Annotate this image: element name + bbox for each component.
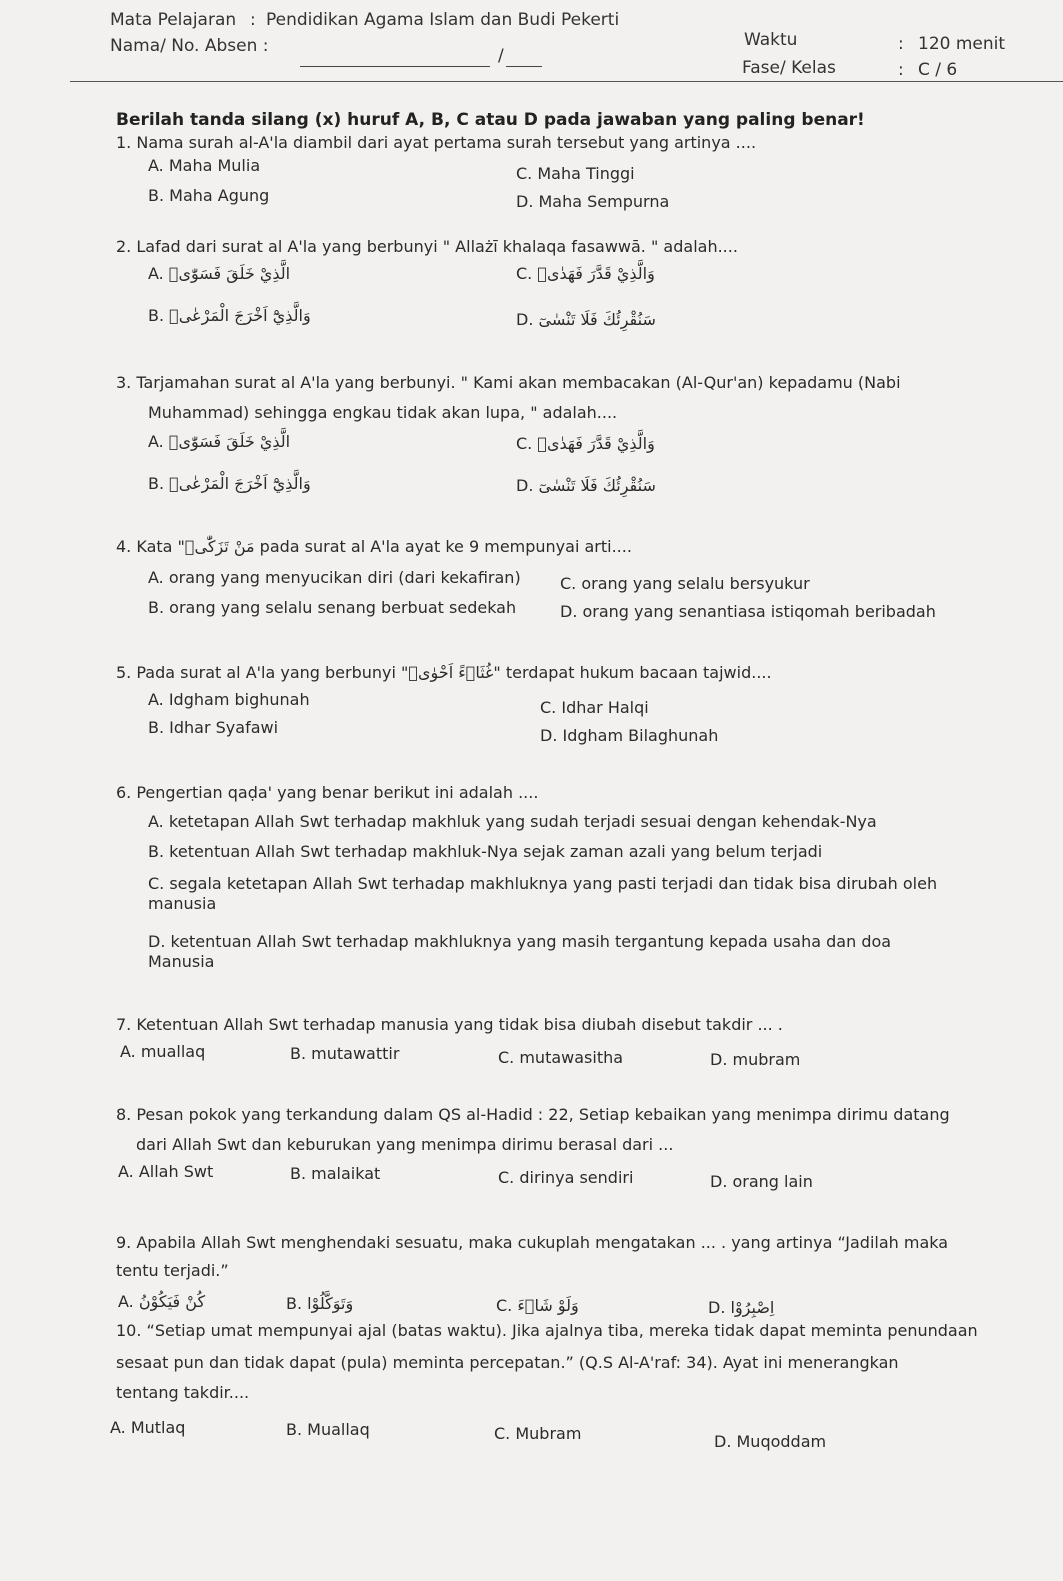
question-8-line-1: 8. Pesan pokok yang terkandung dalam QS al-Hadid : 22, Setiap kebaikan yang menimpa dirimu datang	[116, 1105, 950, 1124]
phase-label: Fase/ Kelas	[742, 58, 836, 78]
question-5-arabic: غُثَاۤءً اَحْوٰىۗ	[408, 663, 494, 682]
q3-option-c[interactable]	[516, 434, 655, 453]
q6-option-c[interactable]: C. segala ketetapan Allah Swt terhadap makhluknya yang pasti terjadi dan tidak bisa dirubah oleh	[148, 874, 938, 893]
q3-option-d-letter: D.	[516, 476, 534, 495]
q5-option-a[interactable]: A. Idgham bighunah	[148, 690, 310, 709]
subject-label: Mata Pelajaran	[110, 10, 237, 30]
q3-option-a[interactable]	[148, 432, 290, 451]
q3-option-b-arabic: وَالَّذِيْٓ اَخْرَجَ الْمَرْعٰىۖ	[169, 474, 311, 493]
q9-option-d[interactable]	[708, 1298, 774, 1317]
q9-option-a-letter: A.	[118, 1292, 134, 1311]
q2-option-b-letter: B.	[148, 306, 165, 325]
question-4-arabic: مَنْ تَزَكّٰىۙ	[184, 537, 255, 556]
q1-option-c[interactable]: C. Maha Tinggi	[516, 164, 635, 183]
name-label: Nama/ No. Absen :	[110, 36, 269, 56]
subject-colon: :	[250, 10, 256, 30]
q2-option-a[interactable]	[148, 264, 290, 283]
q4-option-a[interactable]: A. orang yang menyucikan diri (dari kekafiran)	[148, 568, 521, 587]
q4-option-c[interactable]: C. orang yang selalu bersyukur	[560, 574, 810, 593]
instruction: Berilah tanda silang (x) huruf A, B, C atau D pada jawaban yang paling benar!	[116, 110, 865, 130]
q2-option-d-letter: D.	[516, 310, 534, 329]
q2-option-d-arabic: سَنُقْرِئُكَ فَلَا تَنْسٰىٓ	[538, 310, 656, 329]
q8-option-b[interactable]: B. malaikat	[290, 1164, 381, 1183]
q9-option-a[interactable]	[118, 1292, 205, 1311]
question-2: 2. Lafad dari surat al A'la yang berbunyi " Allażī khalaqa fasawwā. " adalah....	[116, 237, 738, 256]
time-label: Waktu	[744, 30, 798, 50]
phase-value: C / 6	[918, 60, 958, 80]
q2-option-c-arabic: وَالَّذِيْ قَدَّرَ فَهَدٰىۖ	[537, 264, 655, 283]
q7-option-d[interactable]: D. mubram	[710, 1050, 801, 1069]
q9-option-b[interactable]	[286, 1294, 353, 1313]
question-5-suffix: " terdapat hukum bacaan tajwid....	[493, 663, 772, 682]
q2-option-b[interactable]	[148, 306, 311, 325]
q6-option-c-cont: manusia	[148, 894, 217, 913]
question-7: 7. Ketentuan Allah Swt terhadap manusia yang tidak bisa diubah disebut takdir ... .	[116, 1015, 783, 1034]
q5-option-b[interactable]: B. Idhar Syafawi	[148, 718, 279, 737]
question-4-prefix: 4. Kata "	[116, 537, 185, 556]
q1-option-a[interactable]: A. Maha Mulia	[148, 156, 261, 175]
q10-option-b[interactable]: B. Muallaq	[286, 1420, 370, 1439]
question-6: 6. Pengertian qaḍa' yang benar berikut ini adalah ....	[116, 783, 539, 802]
question-10-line-2: sesaat pun dan tidak dapat (pula) meminta percepatan.” (Q.S Al-A'raf: 34). Ayat ini menerangkan	[116, 1353, 899, 1372]
question-9-line-2: tentu terjadi.”	[116, 1261, 229, 1280]
question-10-line-3: tentang takdir....	[116, 1383, 250, 1402]
q10-option-a[interactable]: A. Mutlaq	[110, 1418, 186, 1437]
name-slash: /	[498, 46, 504, 66]
q8-option-d[interactable]: D. orang lain	[710, 1172, 813, 1191]
q6-option-b[interactable]: B. ketentuan Allah Swt terhadap makhluk-Nya sejak zaman azali yang belum terjadi	[148, 842, 823, 861]
q9-option-c-arabic: وَلَوْ شَاۤءَ	[517, 1296, 579, 1315]
question-3-line-2: Muhammad) sehingga engkau tidak akan lupa, " adalah....	[148, 403, 618, 422]
q3-option-a-letter: A.	[148, 432, 164, 451]
q1-option-b[interactable]: B. Maha Agung	[148, 186, 270, 205]
q10-option-d[interactable]: D. Muqoddam	[714, 1432, 827, 1451]
q2-option-c[interactable]	[516, 264, 655, 283]
q2-option-d[interactable]	[516, 310, 656, 329]
q3-option-c-letter: C.	[516, 434, 533, 453]
q3-option-b-letter: B.	[148, 474, 165, 493]
q6-option-d[interactable]: D. ketentuan Allah Swt terhadap makhluknya yang masih tergantung kepada usaha dan doa	[148, 932, 892, 951]
q9-option-a-arabic: كُنْ فَيَكُوْنُ	[138, 1292, 206, 1311]
absen-underline	[506, 66, 542, 67]
subject-value: Pendidikan Agama Islam dan Budi Pekerti	[266, 10, 620, 30]
q1-option-d[interactable]: D. Maha Sempurna	[516, 192, 670, 211]
q6-option-a[interactable]: A. ketetapan Allah Swt terhadap makhluk yang sudah terjadi sesuai dengan kehendak-Nya	[148, 812, 877, 831]
question-4-suffix: pada surat al A'la ayat ke 9 mempunyai arti....	[259, 537, 632, 556]
q10-option-c[interactable]: C. Mubram	[494, 1424, 582, 1443]
q7-option-b[interactable]: B. mutawattir	[290, 1044, 400, 1063]
q4-option-b[interactable]: B. orang yang selalu senang berbuat sedekah	[148, 598, 517, 617]
q9-option-d-arabic: اِصْبِرُوْا	[730, 1298, 775, 1317]
question-1: 1. Nama surah al-A'la diambil dari ayat pertama surah tersebut yang artinya ....	[116, 133, 757, 152]
time-value: 120 menit	[918, 34, 1006, 54]
header-divider	[70, 81, 1063, 82]
q4-option-d[interactable]: D. orang yang senantiasa istiqomah beribadah	[560, 602, 936, 621]
question-9-line-1: 9. Apabila Allah Swt menghendaki sesuatu, maka cukuplah mengatakan ... . yang artinya “Jadilah maka	[116, 1233, 949, 1252]
q6-option-d-cont: Manusia	[148, 952, 215, 971]
question-5	[116, 662, 772, 684]
q7-option-c[interactable]: C. mutawasitha	[498, 1048, 624, 1067]
q2-option-a-letter: A.	[148, 264, 164, 283]
q8-option-c[interactable]: C. dirinya sendiri	[498, 1168, 634, 1187]
q5-option-d[interactable]: D. Idgham Bilaghunah	[540, 726, 719, 745]
q3-option-b[interactable]	[148, 474, 311, 493]
q9-option-c[interactable]	[496, 1296, 579, 1315]
q2-option-b-arabic: وَالَّذِيْٓ اَخْرَجَ الْمَرْعٰىۖ	[169, 306, 311, 325]
question-10-line-1: 10. “Setiap umat mempunyai ajal (batas waktu). Jika ajalnya tiba, mereka tidak dapat meminta penundaan	[116, 1321, 978, 1340]
q3-option-d-arabic: سَنُقْرِئُكَ فَلَا تَنْسٰىٓ	[538, 476, 656, 495]
q9-option-b-letter: B.	[286, 1294, 303, 1313]
name-underline	[300, 66, 490, 67]
q5-option-c[interactable]: C. Idhar Halqi	[540, 698, 649, 717]
q3-option-c-arabic: وَالَّذِيْ قَدَّرَ فَهَدٰىۖ	[537, 434, 655, 453]
question-8-line-2: dari Allah Swt dan keburukan yang menimpa dirimu berasal dari ...	[136, 1135, 674, 1154]
q3-option-d[interactable]	[516, 476, 656, 495]
q7-option-a[interactable]: A. muallaq	[120, 1042, 206, 1061]
q2-option-c-letter: C.	[516, 264, 533, 283]
q9-option-b-arabic: وَتَوَكَّلُوْا	[307, 1294, 354, 1313]
question-5-prefix: 5. Pada surat al A'la yang berbunyi "	[116, 663, 409, 682]
time-colon: :	[898, 34, 904, 54]
q8-option-a[interactable]: A. Allah Swt	[118, 1162, 214, 1181]
q9-option-c-letter: C.	[496, 1296, 513, 1315]
q9-option-d-letter: D.	[708, 1298, 726, 1317]
question-3-line-1: 3. Tarjamahan surat al A'la yang berbunyi. " Kami akan membacakan (Al-Qur'an) kepadamu (Nabi	[116, 373, 901, 392]
q3-option-a-arabic: الَّذِيْ خَلَقَ فَسَوّٰىۖ	[168, 432, 291, 451]
phase-colon: :	[898, 60, 904, 80]
question-4	[116, 536, 632, 558]
q2-option-a-arabic: الَّذِيْ خَلَقَ فَسَوّٰىۖ	[168, 264, 291, 283]
